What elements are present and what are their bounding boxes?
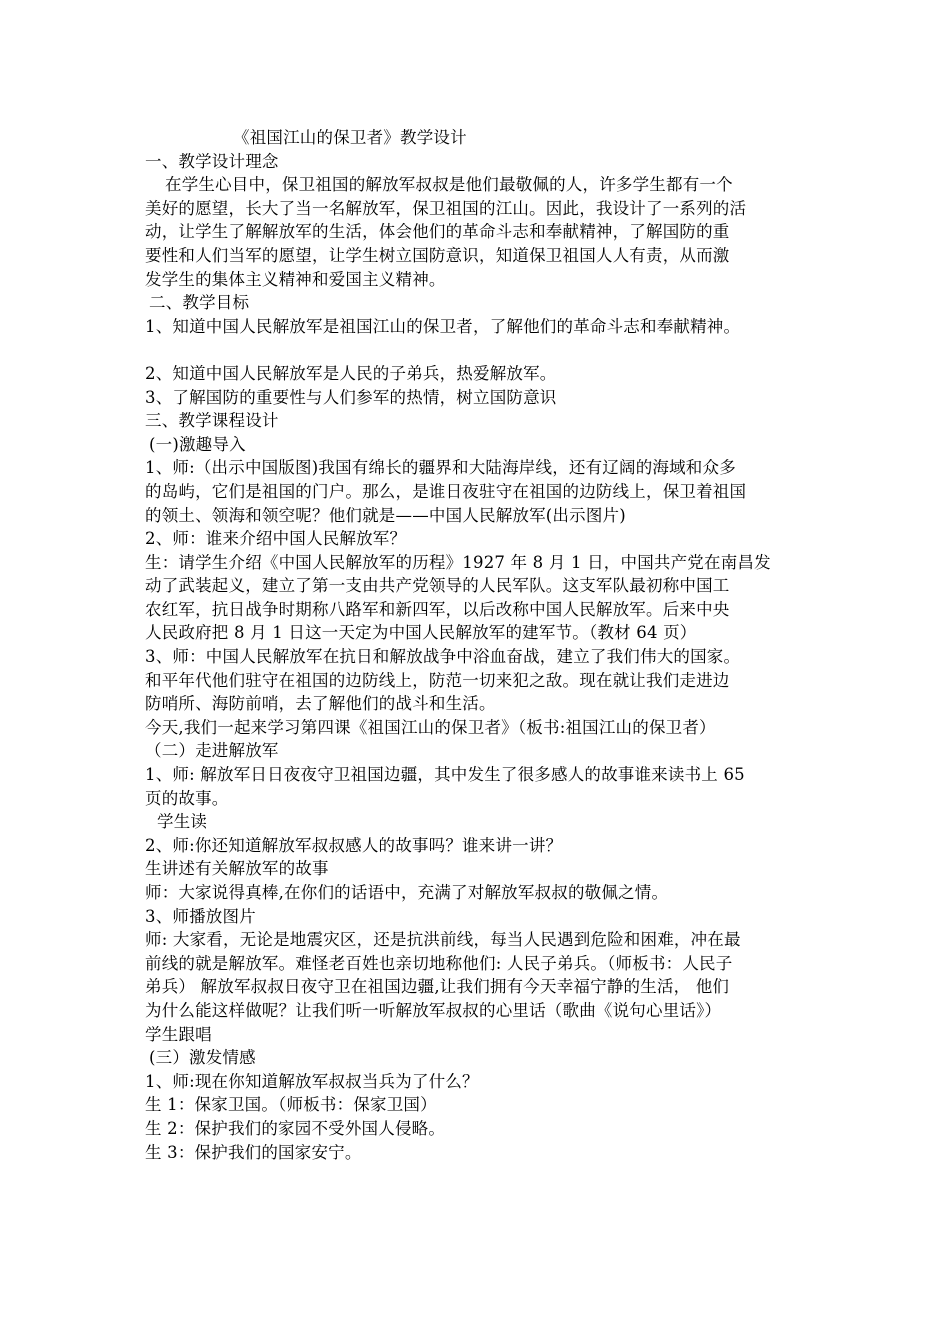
paragraph-line: 生 1：保家卫国。（师板书：保家卫国） — [145, 1095, 437, 1115]
list-item: 3、了解国防的重要性与人们参军的热情，树立国防意识 — [145, 387, 557, 407]
paragraph-line: 2、师：谁来介绍中国人民解放军？ — [145, 529, 407, 549]
paragraph-line: 学生跟唱 — [145, 1024, 212, 1044]
section-heading: 二、教学目标 — [149, 293, 250, 313]
paragraph-line: 的领土、领海和领空呢？他们就是——中国人民解放军(出示图片) — [145, 505, 626, 525]
section-heading: 一、教学设计理念 — [145, 151, 279, 171]
list-item: 1、知道中国人民解放军是祖国江山的保卫者，了解他们的革命斗志和奉献精神。 — [145, 316, 741, 336]
paragraph-line: 弟兵） 解放军叔叔日夜守卫在祖国边疆,让我们拥有今天幸福宁静的生活， 他们 — [145, 977, 730, 997]
paragraph-line: 师: 大家看，无论是地震灾区，还是抗洪前线，每当人民遇到危险和困难，冲在最 — [145, 930, 741, 950]
paragraph-line: 生 2：保护我们的家园不受外国人侵略。 — [145, 1118, 446, 1138]
paragraph-line: 2、师:你还知道解放军叔叔感人的故事吗？谁来讲一讲？ — [145, 835, 563, 855]
paragraph-line: 要性和人们当军的愿望，让学生树立国防意识，知道保卫祖国人人有责，从而激 — [145, 245, 730, 265]
paragraph-line: 的岛屿，它们是祖国的门户。那么，是谁日夜驻守在祖国的边防线上，保卫着祖国 — [145, 481, 747, 501]
paragraph-line: 防哨所、海防前哨，去了解他们的战斗和生活。 — [145, 694, 496, 714]
paragraph-line: 1、师:（出示中国版图)我国有绵长的疆界和大陆海岸线，还有辽阔的海域和众多 — [145, 458, 736, 478]
paragraph-line: 动，让学生了解解放军的生活，体会他们的革命斗志和奉献精神，了解国防的重 — [145, 222, 730, 242]
subsection-heading: (一)激趣导入 — [149, 434, 246, 454]
paragraph-line: 师：大家说得真棒,在你们的话语中，充满了对解放军叔叔的敬佩之情。 — [145, 883, 669, 902]
paragraph-line: 3、师：中国人民解放军在抗日和解放战争中浴血奋战，建立了我们伟大的国家。 — [145, 647, 741, 667]
section-heading: 三、教学课程设计 — [145, 411, 279, 431]
paragraph-line: 人民政府把 8 月 1 日这一天定为中国人民解放军的建军节。（教材 64 页） — [145, 623, 697, 643]
paragraph-line: 生：请学生介绍《中国人民解放军的历程》1927 年 8 月 1 日，中国共产党在南昌发 — [145, 552, 771, 572]
paragraph-line: 页的故事。 — [145, 788, 229, 808]
paragraph-line: 生讲述有关解放军的故事 — [145, 859, 329, 879]
blank-line — [145, 338, 825, 362]
paragraph-line: 3、师播放图片 — [145, 906, 256, 926]
paragraph-line: 农红军，抗日战争时期称八路军和新四军，以后改称中国人民解放军。后来中央 — [145, 599, 730, 619]
paragraph-line: 今天,我们一起来学习第四课《祖国江山的保卫者》（板书:祖国江山的保卫者） — [145, 717, 716, 737]
paragraph-line: 学生读 — [157, 812, 208, 832]
paragraph-line: 发学生的集体主义精神和爱国主义精神。 — [145, 269, 446, 289]
paragraph-line: 1、师: 解放军日日夜夜守卫祖国边疆，其中发生了很多感人的故事谁来读书上 65 — [145, 765, 745, 785]
paragraph-line: 在学生心目中，保卫祖国的解放军叔叔是他们最敬佩的人，许多学生都有一个 — [165, 175, 733, 195]
paragraph-line: 1、师:现在你知道解放军叔叔当兵为了什么？ — [145, 1071, 479, 1091]
document-title: 《祖国江山的保卫者》教学设计 — [233, 128, 467, 147]
list-item: 2、知道中国人民解放军是人民的子弟兵，热爱解放军。 — [145, 363, 557, 383]
paragraph-line: 生 3：保护我们的国家安宁。 — [145, 1142, 362, 1162]
paragraph-line: 动了武装起义，建立了第一支由共产党领导的人民军队。这支军队最初称中国工 — [145, 576, 730, 596]
paragraph-line: 和平年代他们驻守在祖国的边防线上，防范一切来犯之敌。现在就让我们走进边 — [145, 670, 730, 690]
paragraph-line: 前线的就是解放军。难怪老百姓也亲切地称他们: 人民子弟兵。（师板书：人民子 — [145, 953, 733, 973]
subsection-heading: (三）激发情感 — [149, 1048, 256, 1068]
paragraph-line: 美好的愿望，长大了当一名解放军，保卫祖国的江山。因此，我设计了一系列的活 — [145, 198, 747, 218]
document-page — [145, 126, 825, 1164]
subsection-heading: （二）走进解放军 — [145, 741, 279, 761]
paragraph-line: 为什么能这样做呢？让我们听一听解放军叔叔的心里话（歌曲《说句心里话》） — [145, 1000, 722, 1020]
